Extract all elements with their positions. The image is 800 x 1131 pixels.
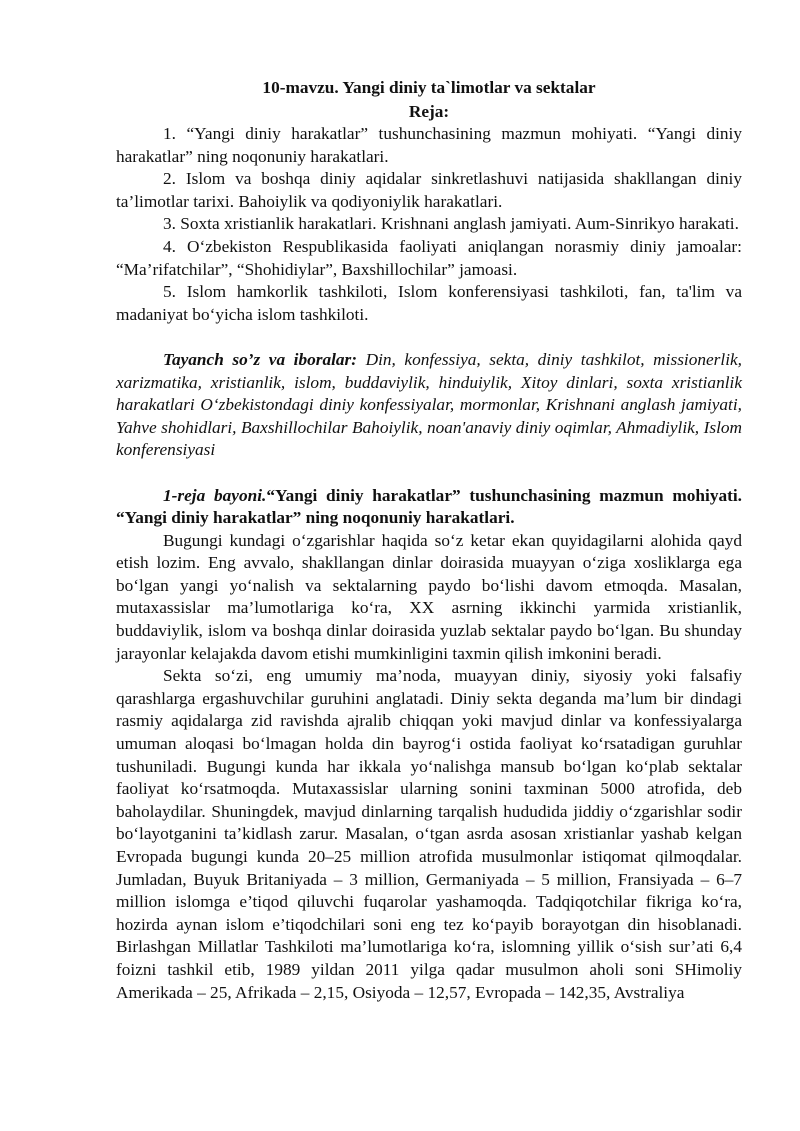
section1-title: “Yangi diniy harakatlar” tushunchasining mazmun mohiyati. “Yangi diniy harakatlar” ning noqonuniy harakatlari. xyxy=(116,485,742,528)
section1-label: 1-reja bayoni. xyxy=(163,485,267,505)
spacer xyxy=(116,326,742,349)
plan-item: 5. Islom hamkorlik tashkiloti, Islom konferensiyasi tashkiloti, fan, ta'lim va madaniyat bo‘yicha islom tashkiloti. xyxy=(116,282,742,324)
section1-heading xyxy=(116,485,742,530)
body-paragraph: Sekta so‘zi, eng umumiy ma’noda, muayyan diniy, siyosiy yoki falsafiy qarashlarga ergashuvchilar guruhini anglatadi. Diniy sekta deganda ma’lum bir dindagi rasmiy aqidalarga zid ravishda ajralib chiqqan yoki mavjud dinlar va konfessiyalarga umuman aloqasi bo‘lmagan holda din bayrog‘i ostida faoliyat ko‘rsatadigan guruhlar tushuniladi. Bugungi kunda har ikkala yo‘nalishga mansub bo‘lgan ko‘plab sektalar faoliyat ko‘rsatmoqda. Mutaxassislar ularning sonini taxminan 5000 atrofida, deb baholaydilar. Shuningdek, mavjud dinlarning tarqalish hududida jiddiy o‘zgarishlar sodir bo‘layotganini ta’kidlash zarur. Masalan, o‘tgan asrda asosan xristianlar yashab kelgan Evropada bugungi kunda 20–25 million atrofida musulmonlar istiqomat qilmoqdalar. Jumladan, Buyuk Britaniyada – 3 million, Germaniyada – 5 million, Fransiyada – 6–7 million islomga e’tiqod qiluvchi fuqarolar yashamoqda. Tadqiqotchilar fikriga ko‘ra, hozirda aynan islom e’tiqodchilari soni eng tez ko‘payib borayotgan din hisoblanadi. Birlashgan Millatlar Tashkiloti ma’lumotlariga ko‘ra, islomning yillik o‘sish sur’ati 6,4 foizni tashkil etib, 1989 yildan 2011 yilga qadar musulmon aholi soni SHimoliy Amerikada – 25, Afrikada – 2,15, Osiyoda – 12,57, Evropada – 142,35, Avstraliya xyxy=(116,666,742,1002)
document-title: 10-mavzu. Yangi diniy ta`limotlar va sektalar xyxy=(262,78,596,97)
keywords-list: Din, konfessiya, sekta, diniy tashkilot, missionerlik, xarizmatika, xristianlik, islom, buddaviylik, hinduiylik, Xitoy dinlari, soxta xristianlik harakatlari O‘zbekistondagi diniy konfessiyalar, mormonlar, Krishnani anglash jamiyati, Yahve shohidlari, Baxshillochilar Bahoiylik, noan'anaviy diniy oqimlar, Ahmadiylik, Islom konferensiyasi xyxy=(116,349,742,460)
plan-heading: Reja: xyxy=(408,102,450,121)
plan-item: 4. O‘zbekiston Respublikasida faoliyati aniqlangan norasmiy diniy jamoalar: “Ma’rifatchilar”, “Shohidiylar”, Baxshillochilar” jamoasi. xyxy=(116,236,742,279)
body-paragraph: Bugungi kundagi o‘zgarishlar haqida so‘z ketar ekan quyidagilarni alohida qayd etish lozim. Eng avvalo, shakllangan dinlar doirasida muayyan o‘ziga xosliklarga ega bo‘lgan yangi yo‘nalish va sektalarning paydo bo‘lishi davom etmoqda. Masalan, mutaxassislar ma’lumotlariga ko‘ra, XX asrning ikkinchi yarmida xristianlik, buddaviylik, islom va boshqa dinlar doirasida yuzlab sektalar paydo bo‘lgan. Bu shunday jarayonlar kelajakda davom etishi mumkinligini taxmin qilish imkonini beradi. xyxy=(116,530,742,663)
plan-item: 2. Islom va boshqa diniy aqidalar sinkretlashuvi natijasida shakllangan diniy ta’limotlar tarixi. Bahoiylik va qodiyoniylik harakatlari. xyxy=(116,169,742,211)
plan-item: 1. “Yangi diniy harakatlar” tushunchasining mazmun mohiyati. “Yangi diniy harakatlar” ning noqonuniy harakatlari. xyxy=(116,124,742,166)
spacer xyxy=(116,462,742,485)
keywords-paragraph xyxy=(116,349,742,462)
document-page xyxy=(116,76,742,1004)
keywords-label: Tayanch so’z va iboralar: xyxy=(163,349,358,369)
plan-item: 3. Soxta xristianlik harakatlari. Krishnani anglash jamiyati. Aum-Sinrikyo harakati. xyxy=(163,214,739,234)
